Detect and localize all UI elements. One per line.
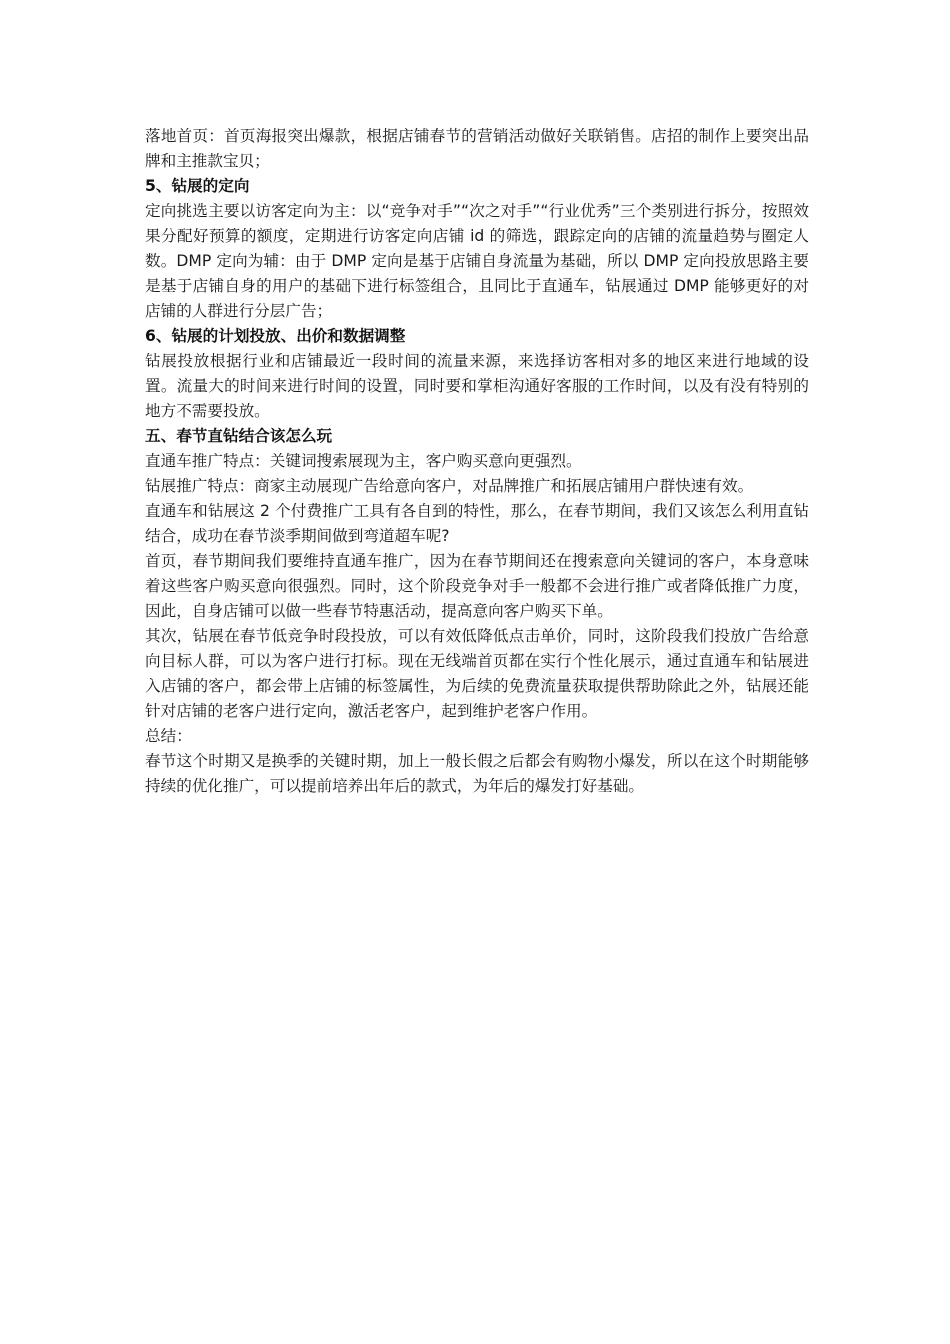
paragraph-targeting: 定向挑选主要以访客定向为主：以“竞争对手”“次之对手”“行业优秀”三个类别进行拆分，按照效果分配好预算的额度，定期进行访客定向店铺 id 的筛选，跟踪定向的店铺的流量趋势与圈定人数。DMP 定向为辅：由于 DMP 定向是基于店铺自身流量为基础，所以 DMP 定向投放思路主要是基于店铺自身的用户的基础下进行标签组合，且同比于直通车，钻展通过 DMP 能够更好的对店铺的人群进行分层广告； [145, 202, 809, 320]
paragraph-diamond-booth-features: 钻展推广特点：商家主动展现广告给意向客户，对品牌推广和拓展店铺用户群快速有效。 [145, 477, 754, 495]
section-heading-combination: 五、春节直钻结合该怎么玩 [145, 427, 333, 445]
paragraph-combination-question: 直通车和钻展这 2 个付费推广工具有各自到的特性，那么，在春节期间，我们又该怎么利用直钻结合，成功在春节淡季期间做到弯道超车呢? [145, 502, 809, 545]
paragraph-summary-label: 总结： [145, 727, 192, 745]
document-body [145, 124, 809, 799]
paragraph-summary: 春节这个时期又是换季的关键时期，加上一般长假之后都会有购物小爆发，所以在这个时期能够持续的优化推广，可以提前培养出年后的款式，为年后的爆发打好基础。 [145, 752, 809, 795]
paragraph-landing-page: 落地首页：首页海报突出爆款，根据店铺春节的营销活动做好关联销售。店招的制作上要突出品牌和主推款宝贝； [145, 127, 809, 170]
paragraph-through-train-features: 直通车推广特点：关键词搜索展现为主，客户购买意向更强烈。 [145, 452, 582, 470]
section-heading-plan-delivery: 6、钻展的计划投放、出价和数据调整 [145, 327, 406, 345]
paragraph-plan-delivery: 钻展投放根据行业和店铺最近一段时间的流量来源，来选择访客相对多的地区来进行地域的设置。流量大的时间来进行时间的设置，同时要和掌柜沟通好客服的工作时间，以及有没有特别的地方不需要投放。 [145, 352, 809, 420]
section-heading-targeting: 5、钻展的定向 [145, 177, 250, 195]
paragraph-first-point: 首页，春节期间我们要维持直通车推广，因为在春节期间还在搜索意向关键词的客户，本身意味着这些客户购买意向很强烈。同时，这个阶段竞争对手一般都不会进行推广或者降低推广力度，因此，自身店铺可以做一些春节特惠活动，提高意向客户购买下单。 [145, 552, 809, 620]
paragraph-second-point: 其次，钻展在春节低竞争时段投放，可以有效低降低点击单价，同时，这阶段我们投放广告给意向目标人群，可以为客户进行打标。现在无线端首页都在实行个性化展示，通过直通车和钻展进入店铺的客户，都会带上店铺的标签属性，为后续的免费流量获取提供帮助除此之外，钻展还能针对店铺的老客户进行定向，激活老客户，起到维护老客户作用。 [145, 627, 809, 720]
